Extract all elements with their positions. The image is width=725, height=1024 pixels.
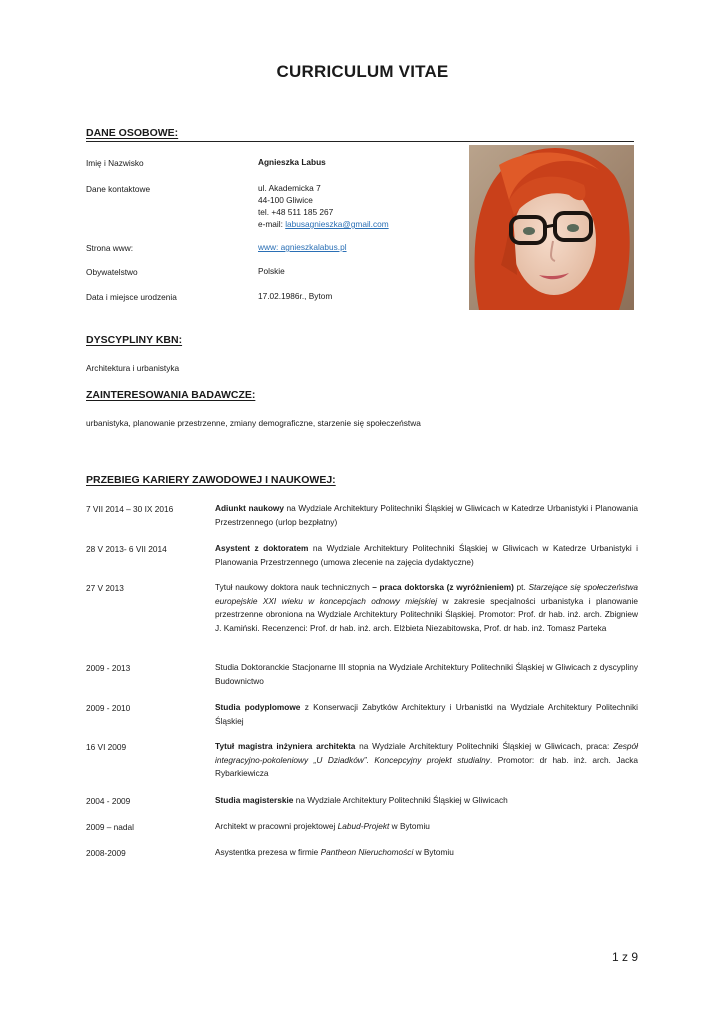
kbn-discipline: Architektura i urbanistyka — [86, 363, 180, 373]
email-line — [258, 218, 389, 230]
email-link[interactable]: labusagnieszka@gmail.com — [285, 219, 389, 229]
career-text-run: Labud-Projekt — [337, 821, 390, 831]
career-description — [215, 701, 638, 728]
career-text-run: Tytuł naukowy doktora nauk technicznych — [215, 582, 373, 592]
section-heading-personal: DANE OSOBOWE: — [86, 127, 179, 139]
document-title: CURRICULUM VITAE — [276, 62, 449, 81]
career-text-run: Tytuł magistra inżyniera architekta — [215, 741, 356, 751]
career-text-run: – praca doktorska (z wyróżnieniem) — [372, 582, 514, 592]
email-prefix: e-mail: — [258, 219, 286, 229]
career-text-run: na Wydziale Architektury Politechniki Śląskiej w Gliwicach, praca: — [355, 741, 614, 751]
address-line-1: ul. Akademicka 7 — [258, 183, 321, 193]
career-text-run: Asystent z doktoratem — [215, 543, 309, 553]
page-number: 1 z 9 — [612, 950, 639, 964]
career-text-run: Architekt w pracowni projektowej — [215, 821, 338, 831]
website-link[interactable]: www: agnieszkalabus.pl — [258, 242, 347, 252]
career-text-run: Studia magisterskie — [215, 795, 294, 805]
career-text-run: Pantheon Nieruchomości — [320, 847, 414, 857]
career-text-run: w Bytomiu — [413, 847, 454, 857]
career-text-run: na Wydziale Architektury Politechniki Śląskiej w Gliwicach w Katedrze Urbanistyki i Planowania Przestrzennego (urlop bezpłatny) — [215, 503, 638, 527]
portrait-photo — [469, 145, 634, 310]
career-description — [215, 820, 638, 834]
section-heading-career: PRZEBIEG KARIERY ZAWODOWEJ I NAUKOWEJ: — [86, 474, 336, 486]
career-text-run: Studia podyplomowe — [215, 702, 301, 712]
section-divider — [86, 141, 634, 142]
career-text-run: w Bytomiu — [389, 821, 430, 831]
career-text-run: pt. — [513, 582, 529, 592]
career-description — [215, 542, 638, 569]
career-description — [215, 502, 638, 529]
career-description — [215, 740, 638, 781]
career-date: 2008-2009 — [86, 848, 126, 858]
label-contact: Dane kontaktowe — [86, 184, 151, 194]
research-interests: urbanistyka, planowanie przestrzenne, zmiany demograficzne, starzenie się społeczeństwa — [86, 418, 421, 428]
value-citizenship: Polskie — [258, 266, 285, 276]
career-date: 2009 - 2013 — [86, 663, 131, 673]
section-heading-interests: ZAINTERESOWANIA BADAWCZE: — [86, 389, 256, 401]
label-birth: Data i miejsce urodzenia — [86, 292, 177, 302]
career-description — [215, 581, 638, 635]
label-citizenship: Obywatelstwo — [86, 267, 138, 277]
career-description — [215, 846, 638, 860]
phone-number: tel. +48 511 185 267 — [258, 207, 334, 217]
career-text-run: . Promotor: dr hab. inż. arch. Jacka Rybarkiewicza — [215, 754, 638, 778]
career-text-run: Studia Doktoranckie Stacjonarne III stopnia na Wydziale Architektury Politechniki Śląskiej w Gliwicach z dyscypliny Budownictwo — [215, 662, 638, 686]
career-date: 27 V 2013 — [86, 583, 124, 593]
career-date: 2009 - 2010 — [86, 703, 131, 713]
label-name: Imię i Nazwisko — [86, 158, 144, 168]
career-text-run: na Wydziale Architektury Politechniki Śląskiej w Gliwicach w Katedrze Urbanistyki i Planowania Przestrzennego (umowa zlecenie na zajęcia dydaktyczne) — [215, 543, 639, 567]
career-text-run: na Wydziale Architektury Politechniki Śląskiej w Gliwicach — [293, 795, 508, 805]
career-description — [215, 661, 638, 688]
portrait-illustration — [469, 145, 634, 310]
career-date: 2004 - 2009 — [86, 796, 131, 806]
career-date: 2009 – nadal — [86, 822, 134, 832]
label-website: Strona www: — [86, 243, 134, 253]
career-text-run: z Konserwacji Zabytków Architektury i Urbanistki na Wydziale Architektury Politechniki Śląskiej — [215, 702, 638, 726]
career-text-run: w zakresie specjalności urbanistyka i planowanie przestrzenne obroniona na Wydziale Architektury Politechniki Śląskiej. Promotor: Prof. dr hab. inż. arch. Zbigniew J. Kamiński. Recenzenci: Prof. dr hab. inż. arch. Elżbieta Niezabitowska, Prof. dr hab. inż. Tomasz Parteka — [215, 595, 638, 633]
value-birth: 17.02.1986r., Bytom — [258, 291, 333, 301]
career-date: 28 V 2013- 6 VII 2014 — [86, 544, 167, 554]
career-text-run: Adiunkt naukowy — [215, 503, 284, 513]
value-name: Agnieszka Labus — [258, 157, 326, 167]
career-date: 7 VII 2014 – 30 IX 2016 — [86, 504, 174, 514]
career-description — [215, 794, 638, 808]
address-line-2: 44-100 Gliwice — [258, 195, 313, 205]
section-heading-kbn: DYSCYPLINY KBN: — [86, 334, 183, 346]
career-date: 16 VI 2009 — [86, 742, 127, 752]
career-text-run: Zespół integracyjno-pokoleniowy „U Dziadków”. Koncepcyjny projekt studialny — [215, 741, 638, 765]
value-contact — [258, 182, 389, 230]
career-text-run: Starzejące się społeczeństwa europejskie XXI wieku w koncepcjach odnowy miejskiej — [215, 582, 638, 606]
career-text-run: Asystentka prezesa w firmie — [215, 847, 321, 857]
